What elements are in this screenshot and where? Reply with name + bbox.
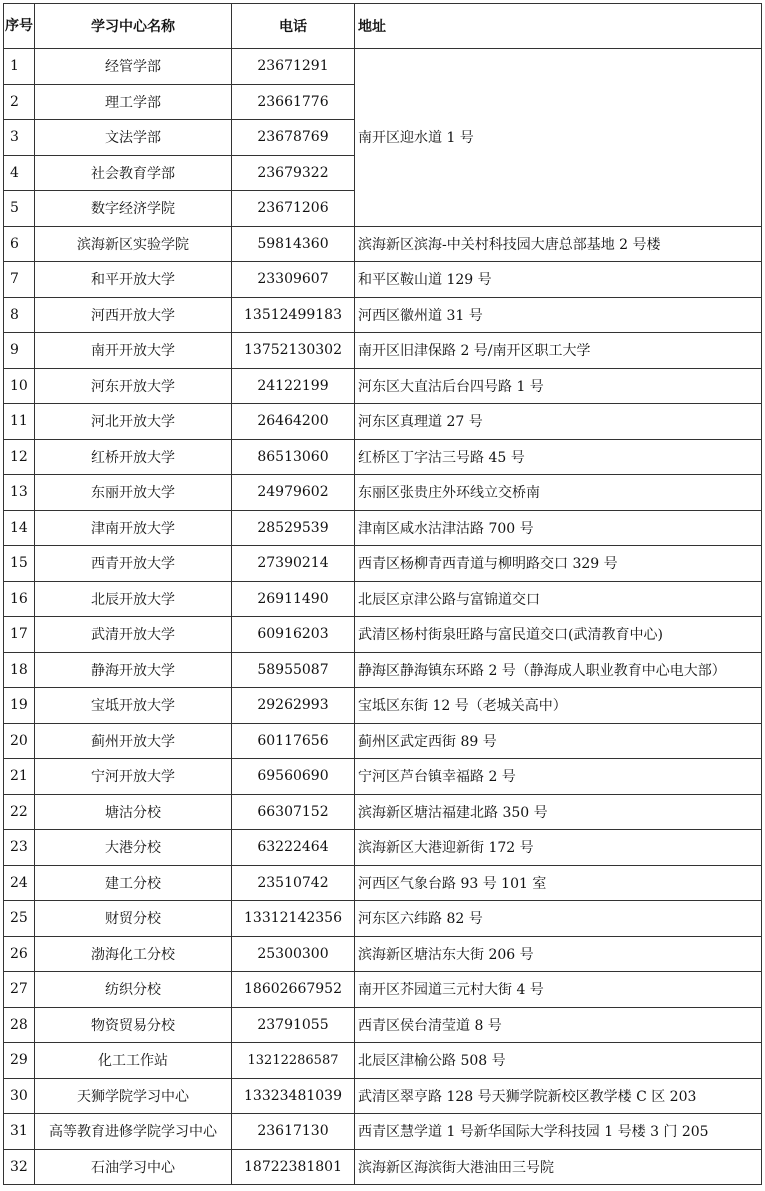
row-number: 24	[4, 865, 35, 901]
table-row	[4, 865, 762, 901]
row-number: 22	[4, 794, 35, 830]
address: 和平区鞍山道 129 号	[355, 262, 762, 298]
phone-number: 69560690	[232, 759, 355, 795]
header-tel: 电话	[232, 4, 355, 49]
center-name: 武清开放大学	[35, 617, 232, 653]
center-name: 渤海化工分校	[35, 936, 232, 972]
phone-number: 59814360	[232, 226, 355, 262]
table-row	[4, 1043, 762, 1079]
phone-number: 25300300	[232, 936, 355, 972]
center-name: 高等教育进修学院学习中心	[35, 1114, 232, 1150]
table-row	[4, 1114, 762, 1150]
table-row	[4, 49, 762, 85]
row-number: 26	[4, 936, 35, 972]
table-row	[4, 226, 762, 262]
center-name: 西青开放大学	[35, 546, 232, 582]
phone-number: 23510742	[232, 865, 355, 901]
row-number: 8	[4, 297, 35, 333]
phone-number: 26911490	[232, 581, 355, 617]
table-header-row	[4, 4, 762, 49]
phone-number: 60916203	[232, 617, 355, 653]
learning-center-table	[3, 3, 762, 1185]
row-number: 9	[4, 333, 35, 369]
row-number: 3	[4, 120, 35, 156]
address: 北辰区津榆公路 508 号	[355, 1043, 762, 1079]
table-row	[4, 1149, 762, 1185]
phone-number: 27390214	[232, 546, 355, 582]
row-number: 6	[4, 226, 35, 262]
row-number: 29	[4, 1043, 35, 1079]
center-name: 大港分校	[35, 830, 232, 866]
table-row	[4, 617, 762, 653]
address: 滨海新区海滨街大港油田三号院	[355, 1149, 762, 1185]
phone-number: 58955087	[232, 652, 355, 688]
table-row	[4, 688, 762, 724]
table-row	[4, 759, 762, 795]
phone-number: 13212286587	[232, 1043, 355, 1079]
row-number: 2	[4, 84, 35, 120]
table-row	[4, 333, 762, 369]
table-row	[4, 936, 762, 972]
address: 滨海新区塘沽福建北路 350 号	[355, 794, 762, 830]
address: 滨海新区滨海-中关村科技园大唐总部基地 2 号楼	[355, 226, 762, 262]
phone-number: 86513060	[232, 439, 355, 475]
row-number: 32	[4, 1149, 35, 1185]
phone-number: 23309607	[232, 262, 355, 298]
header-addr: 地址	[355, 4, 762, 49]
center-name: 南开开放大学	[35, 333, 232, 369]
center-name: 静海开放大学	[35, 652, 232, 688]
table-row	[4, 581, 762, 617]
table-row	[4, 297, 762, 333]
address: 津南区咸水沽津沽路 700 号	[355, 510, 762, 546]
center-name: 北辰开放大学	[35, 581, 232, 617]
phone-number: 23671291	[232, 49, 355, 85]
address: 南开区芥园道三元村大街 4 号	[355, 972, 762, 1008]
center-name: 蓟州开放大学	[35, 723, 232, 759]
row-number: 1	[4, 49, 35, 85]
center-name: 财贸分校	[35, 901, 232, 937]
phone-number: 18602667952	[232, 972, 355, 1008]
phone-number: 23661776	[232, 84, 355, 120]
center-name: 石油学习中心	[35, 1149, 232, 1185]
phone-number: 23679322	[232, 155, 355, 191]
address: 红桥区丁字沽三号路 45 号	[355, 439, 762, 475]
table-row	[4, 404, 762, 440]
phone-number: 13312142356	[232, 901, 355, 937]
address: 武清区杨村街泉旺路与富民道交口(武清教育中心)	[355, 617, 762, 653]
table-row	[4, 830, 762, 866]
center-name: 经管学部	[35, 49, 232, 85]
row-number: 18	[4, 652, 35, 688]
header-no: 序号	[4, 4, 35, 49]
table-row	[4, 972, 762, 1008]
table-row	[4, 901, 762, 937]
row-number: 25	[4, 901, 35, 937]
address: 河东区大直沽后台四号路 1 号	[355, 368, 762, 404]
row-number: 10	[4, 368, 35, 404]
phone-number: 60117656	[232, 723, 355, 759]
center-name: 东丽开放大学	[35, 475, 232, 511]
center-name: 塘沽分校	[35, 794, 232, 830]
table-row	[4, 475, 762, 511]
table-row	[4, 1007, 762, 1043]
phone-number: 24979602	[232, 475, 355, 511]
phone-number: 26464200	[232, 404, 355, 440]
row-number: 15	[4, 546, 35, 582]
address: 河西区徽州道 31 号	[355, 297, 762, 333]
row-number: 23	[4, 830, 35, 866]
table-row	[4, 723, 762, 759]
address: 宝坻区东街 12 号（老城关高中）	[355, 688, 762, 724]
phone-number: 23678769	[232, 120, 355, 156]
row-number: 30	[4, 1078, 35, 1114]
row-number: 31	[4, 1114, 35, 1150]
table-row	[4, 652, 762, 688]
address: 蓟州区武定西街 89 号	[355, 723, 762, 759]
phone-number: 13323481039	[232, 1078, 355, 1114]
address: 南开区旧津保路 2 号/南开区职工大学	[355, 333, 762, 369]
center-name: 宝坻开放大学	[35, 688, 232, 724]
phone-number: 13752130302	[232, 333, 355, 369]
center-name: 化工工作站	[35, 1043, 232, 1079]
table-row	[4, 368, 762, 404]
center-name: 和平开放大学	[35, 262, 232, 298]
row-number: 27	[4, 972, 35, 1008]
phone-number: 23617130	[232, 1114, 355, 1150]
center-name: 社会教育学部	[35, 155, 232, 191]
center-name: 数字经济学院	[35, 191, 232, 227]
phone-number: 18722381801	[232, 1149, 355, 1185]
center-name: 河东开放大学	[35, 368, 232, 404]
row-number: 5	[4, 191, 35, 227]
center-name: 宁河开放大学	[35, 759, 232, 795]
address: 南开区迎水道 1 号	[355, 49, 762, 227]
center-name: 物资贸易分校	[35, 1007, 232, 1043]
phone-number: 63222464	[232, 830, 355, 866]
phone-number: 28529539	[232, 510, 355, 546]
phone-number: 66307152	[232, 794, 355, 830]
address: 滨海新区大港迎新街 172 号	[355, 830, 762, 866]
center-name: 河西开放大学	[35, 297, 232, 333]
address: 西青区慧学道 1 号新华国际大学科技园 1 号楼 3 门 205	[355, 1114, 762, 1150]
center-name: 建工分校	[35, 865, 232, 901]
address: 北辰区京津公路与富锦道交口	[355, 581, 762, 617]
table-body	[4, 49, 762, 1185]
table-row	[4, 510, 762, 546]
phone-number: 23791055	[232, 1007, 355, 1043]
address: 河东区六纬路 82 号	[355, 901, 762, 937]
center-name: 红桥开放大学	[35, 439, 232, 475]
row-number: 17	[4, 617, 35, 653]
row-number: 11	[4, 404, 35, 440]
row-number: 13	[4, 475, 35, 511]
row-number: 16	[4, 581, 35, 617]
center-name: 津南开放大学	[35, 510, 232, 546]
table-row	[4, 439, 762, 475]
address: 武清区翠亨路 128 号天狮学院新校区教学楼 C 区 203	[355, 1078, 762, 1114]
address: 滨海新区塘沽东大街 206 号	[355, 936, 762, 972]
table-row	[4, 794, 762, 830]
header-name: 学习中心名称	[35, 4, 232, 49]
address: 西青区侯台清莹道 8 号	[355, 1007, 762, 1043]
table-row	[4, 546, 762, 582]
address: 宁河区芦台镇幸福路 2 号	[355, 759, 762, 795]
address: 静海区静海镇东环路 2 号（静海成人职业教育中心电大部）	[355, 652, 762, 688]
row-number: 14	[4, 510, 35, 546]
address: 东丽区张贵庄外环线立交桥南	[355, 475, 762, 511]
center-name: 纺织分校	[35, 972, 232, 1008]
phone-number: 24122199	[232, 368, 355, 404]
address: 西青区杨柳青西青道与柳明路交口 329 号	[355, 546, 762, 582]
table-row	[4, 1078, 762, 1114]
center-name: 文法学部	[35, 120, 232, 156]
center-name: 河北开放大学	[35, 404, 232, 440]
phone-number: 13512499183	[232, 297, 355, 333]
table-row	[4, 262, 762, 298]
center-name: 滨海新区实验学院	[35, 226, 232, 262]
row-number: 20	[4, 723, 35, 759]
address: 河西区气象台路 93 号 101 室	[355, 865, 762, 901]
center-name: 天狮学院学习中心	[35, 1078, 232, 1114]
row-number: 12	[4, 439, 35, 475]
phone-number: 29262993	[232, 688, 355, 724]
row-number: 21	[4, 759, 35, 795]
row-number: 19	[4, 688, 35, 724]
center-name: 理工学部	[35, 84, 232, 120]
row-number: 7	[4, 262, 35, 298]
phone-number: 23671206	[232, 191, 355, 227]
row-number: 28	[4, 1007, 35, 1043]
address: 河东区真理道 27 号	[355, 404, 762, 440]
row-number: 4	[4, 155, 35, 191]
